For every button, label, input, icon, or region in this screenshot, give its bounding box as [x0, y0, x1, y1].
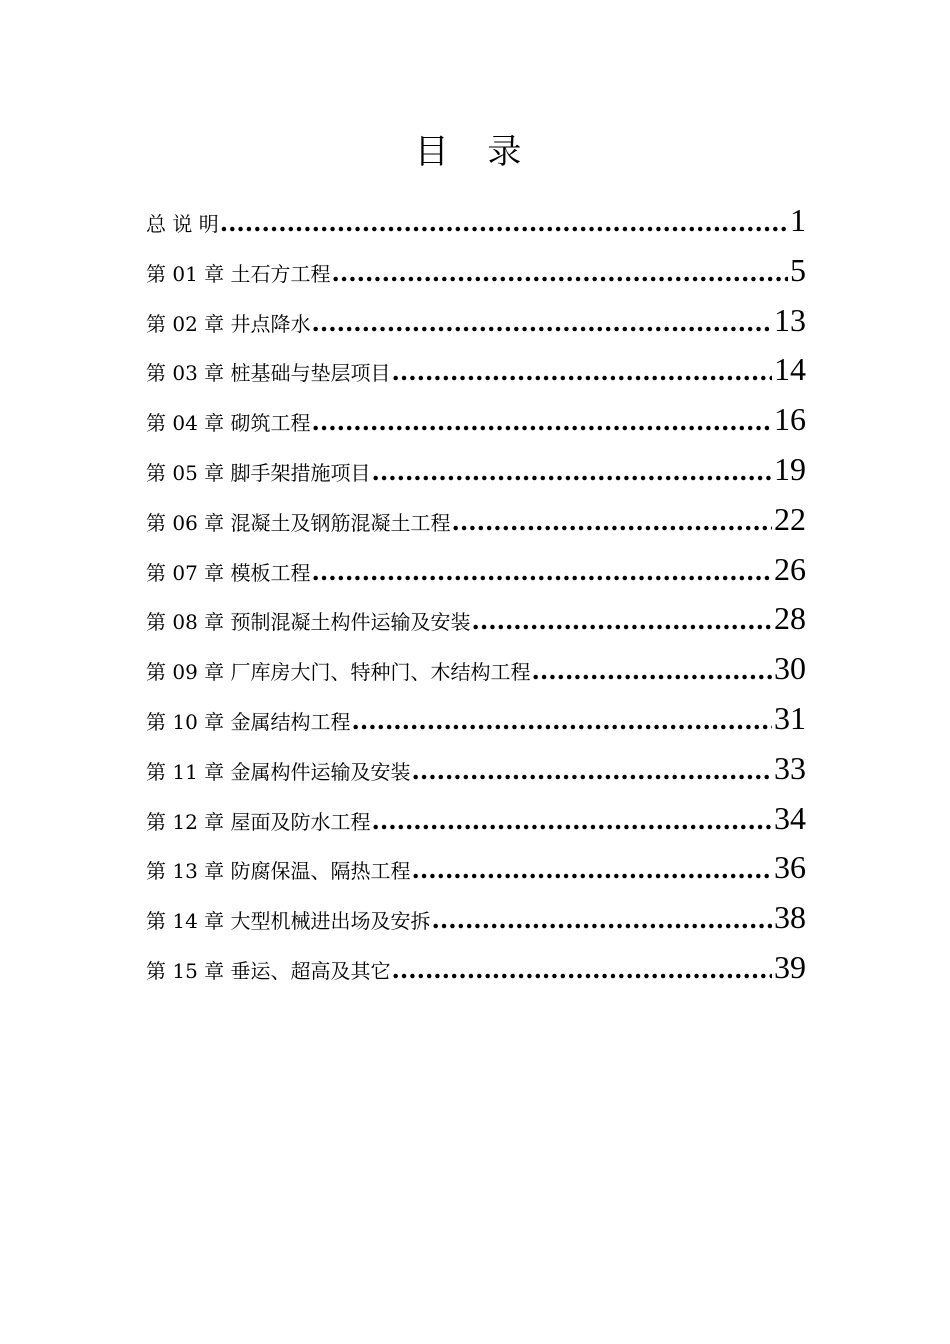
dot-leader: [432, 908, 772, 932]
toc-entry-title: 第 12 章 屋面及防水工程: [146, 809, 371, 834]
toc-entry-page: 36: [774, 849, 806, 886]
dot-leader: [312, 560, 772, 584]
dot-leader: [352, 709, 772, 733]
toc-entry[interactable]: [146, 401, 806, 451]
toc-entry-title: 第 15 章 垂运、超高及其它: [146, 958, 391, 983]
toc-entry-title: 第 10 章 金属结构工程: [146, 709, 351, 734]
toc-entry-page: 39: [774, 948, 806, 985]
toc-entry[interactable]: [146, 501, 806, 551]
toc-entry[interactable]: [146, 252, 806, 302]
toc-entry-page: 26: [774, 550, 806, 587]
toc-entry-title: 第 07 章 模板工程: [146, 560, 311, 585]
toc-entry[interactable]: [146, 800, 806, 850]
dot-leader: [392, 360, 772, 384]
dot-leader: [412, 759, 772, 783]
toc-entry[interactable]: [146, 302, 806, 352]
toc-entry-page: 16: [774, 401, 806, 438]
toc-entry-page: 31: [774, 699, 806, 736]
toc-entry-title: 第 03 章 桩基础与垫层项目: [146, 361, 391, 386]
dot-leader: [372, 460, 772, 484]
toc-entry-page: 14: [774, 351, 806, 388]
toc-entry-title: 第 13 章 防腐保温、隔热工程: [146, 859, 411, 884]
toc-entry-title: 第 08 章 预制混凝土构件运输及安装: [146, 610, 471, 635]
toc-entry[interactable]: [146, 700, 806, 750]
toc-entry[interactable]: [146, 551, 806, 601]
toc-entry-page: 5: [790, 251, 806, 288]
toc-entry-page: 28: [774, 600, 806, 637]
page-title: 目 录: [414, 132, 536, 172]
toc-entry[interactable]: [146, 650, 806, 700]
toc-entry-title: 第 02 章 井点降水: [146, 311, 311, 336]
dot-leader: [412, 858, 772, 882]
dot-leader: [392, 958, 772, 982]
toc-entry-title: 第 06 章 混凝土及钢筋混凝土工程: [146, 510, 451, 535]
dot-leader: [312, 410, 772, 434]
dot-leader: [452, 510, 772, 534]
dot-leader: [472, 609, 772, 633]
dot-leader: [532, 659, 772, 683]
toc-entry[interactable]: [146, 750, 806, 800]
dot-leader: [312, 311, 772, 335]
toc-entry[interactable]: [146, 202, 806, 252]
toc-entry-page: 33: [774, 749, 806, 786]
toc-entry-title: 第 05 章 脚手架措施项目: [146, 460, 371, 485]
toc-entry-title: 第 14 章 大型机械进出场及安拆: [146, 909, 431, 934]
toc-entry-page: 34: [774, 799, 806, 836]
toc-entry-title: 第 09 章 厂库房大门、特种门、木结构工程: [146, 660, 531, 685]
toc-entry-title: 总 说 明: [146, 212, 219, 236]
toc-entry-page: 30: [774, 650, 806, 687]
dot-leader: [220, 211, 788, 235]
table-of-contents: [146, 202, 806, 999]
toc-entry-page: 13: [774, 301, 806, 338]
toc-entry[interactable]: [146, 849, 806, 899]
toc-entry-page: 1: [790, 202, 806, 238]
toc-entry-page: 19: [774, 450, 806, 487]
toc-entry[interactable]: [146, 351, 806, 401]
dot-leader: [372, 809, 772, 833]
toc-entry-title: 第 01 章 土石方工程: [146, 261, 331, 286]
toc-entry-title: 第 04 章 砌筑工程: [146, 411, 311, 436]
toc-entry[interactable]: [146, 899, 806, 949]
toc-entry-page: 22: [774, 500, 806, 537]
toc-entry-title: 第 11 章 金属构件运输及安装: [146, 759, 411, 784]
toc-entry-page: 38: [774, 899, 806, 936]
toc-entry[interactable]: [146, 451, 806, 501]
toc-entry[interactable]: [146, 600, 806, 650]
dot-leader: [332, 261, 788, 285]
toc-entry[interactable]: [146, 949, 806, 999]
